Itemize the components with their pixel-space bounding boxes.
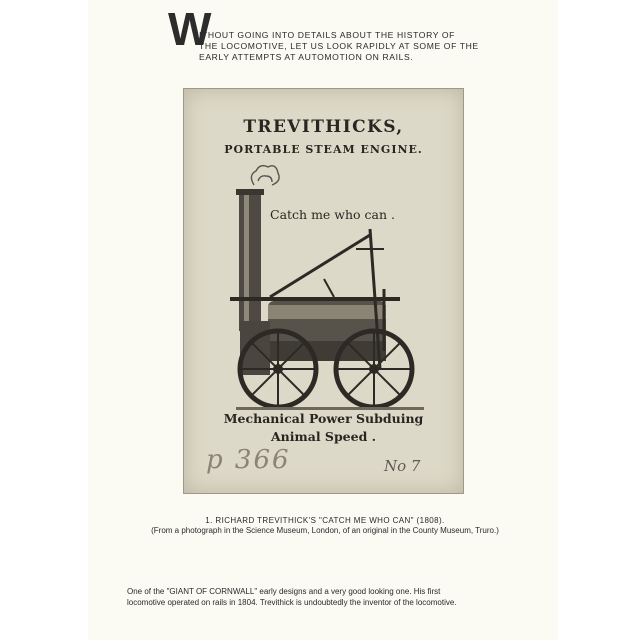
pencil-note: No 7	[384, 457, 421, 475]
pencil-inventory-number: p 366	[206, 445, 291, 475]
figure-caption	[130, 516, 520, 536]
intro-line: ITHOUT GOING INTO DETAILS ABOUT THE HISTORY OF	[199, 30, 456, 40]
plate-title: TREVITHICKS,	[243, 117, 404, 137]
body-paragraph	[127, 586, 527, 608]
intro-line: EARLY ATTEMPTS AT AUTOMOTION ON RAILS.	[199, 52, 414, 62]
plate-caption: Animal Speed .	[270, 429, 377, 444]
plate-caption: Mechanical Power Subduing	[223, 411, 424, 426]
drop-cap: W	[168, 3, 211, 55]
chimney	[239, 191, 261, 331]
left-wheel	[240, 331, 316, 407]
engraving-plate	[183, 88, 464, 494]
intro-line: THE LOCOMOTIVE, LET US LOOK RAPIDLY AT SOME OF THE	[199, 41, 479, 51]
plate-subtitle: PORTABLE STEAM ENGINE.	[224, 143, 423, 156]
intro-paragraph	[199, 30, 481, 63]
body-line: locomotive operated on rails in 1804. Trevithick is undoubtedly the inventor of the locomotive.	[127, 598, 457, 607]
plate-motto: Catch me who can .	[270, 207, 395, 222]
figure-caption-title: 1. RICHARD TREVITHICK'S "CATCH ME WHO CAN" (1808).	[205, 516, 445, 525]
right-wheel	[336, 331, 412, 407]
body-line: One of the "GIANT OF CORNWALL" early designs and a very good looking one. His first	[127, 587, 441, 596]
figure-caption-source: (From a photograph in the Science Museum, London, of an original in the County Museum, Truro.)	[151, 526, 499, 535]
